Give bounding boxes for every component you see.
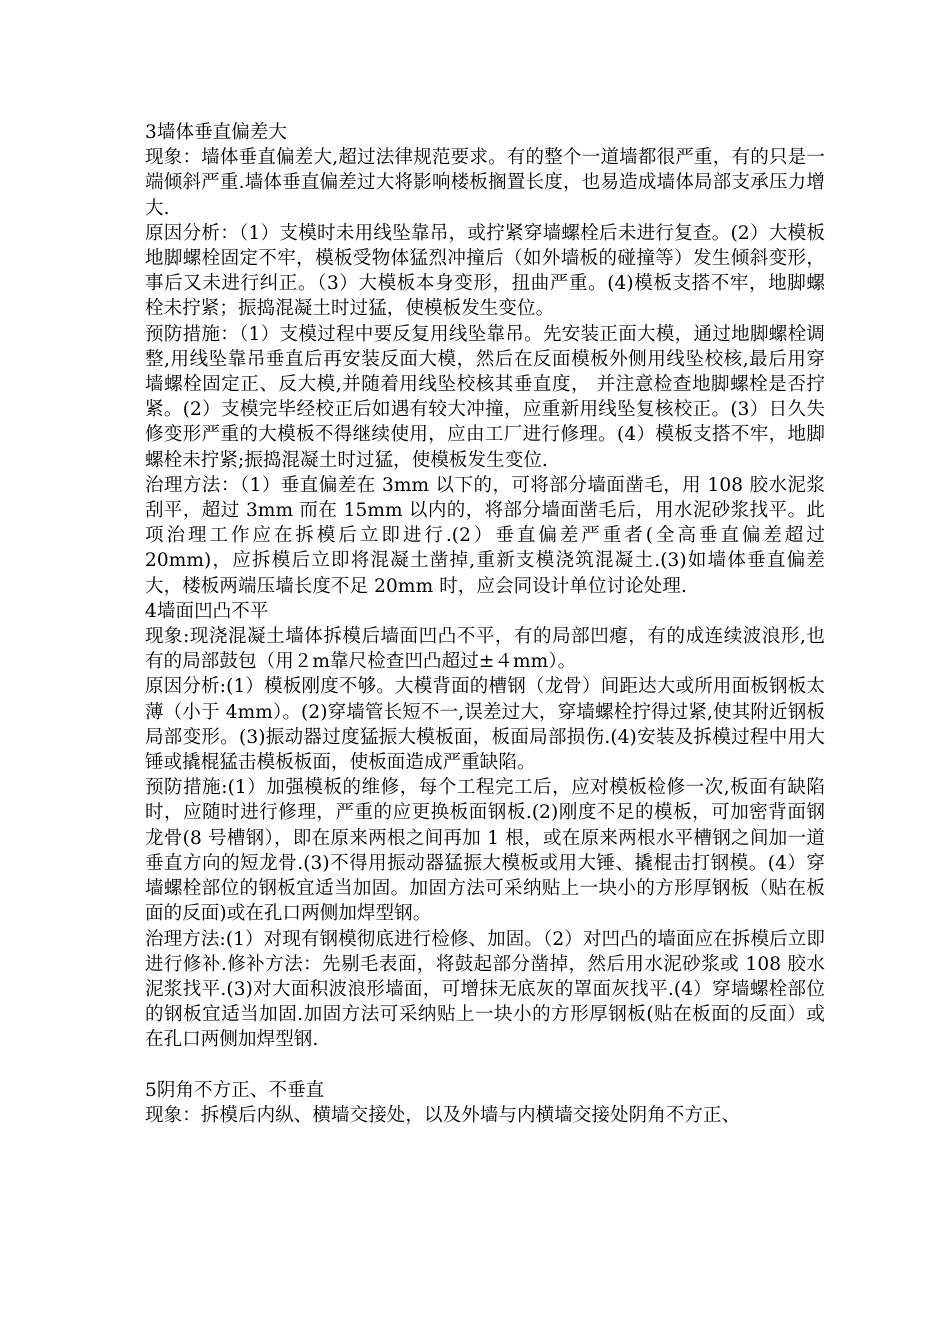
paragraph-phenomenon-4: 现象:现浇混凝土墙体拆模后墙面凹凸不平，有的局部凹瘪，有的成连续波浪形,也有的局部鼓包（用２m靠尺检查凹凸超过±４mm）。 (145, 626, 825, 673)
section-heading-4: 4墙面凹凸不平 (145, 600, 269, 622)
paragraph-cause-4: 原因分析:(1）模板刚度不够。大模背面的槽钢（龙骨）间距达大或所用面板钢板太薄（小于 4mm）。(2)穿墙管长短不一,误差过大，穿墙螺栓拧得过紧,使其附近钢板局部变形。(3)振动器过度猛振大模板面，板面局部损伤.(4)安装及拆模过程中用大锤或撬棍猛击模板板面，使板面造成严重缺陷。 (145, 676, 825, 774)
paragraph-treatment-4: 治理方法:(1）对现有钢模彻底进行检修、加固。（2）对凹凸的墙面应在拆模后立即进行修补.修补方法：先剔毛表面，将鼓起部分凿掉，然后用水泥砂浆或 108 胶水泥浆找平.(3)对大面积波浪形墙面，可增抹无底灰的罩面灰找平.(4）穿墙螺栓部位的钢板宜适当加固.加固方法可采纳贴上一块小的方形厚钢板(贴在板面的反面）或在孔口两侧加焊型钢. (145, 928, 825, 1051)
blank-line (145, 1053, 825, 1078)
section-heading-5: 5阴角不方正、不垂直 (145, 1079, 325, 1101)
paragraph-phenomenon-3: 现象：墙体垂直偏差大,超过法律规范要求。有的整个一道墙都很严重，有的只是一端倾斜严重.墙体垂直偏差过大将影响楼板搁置长度，也易造成墙体局部支承压力增大. (145, 147, 825, 219)
document-page (145, 120, 825, 1128)
paragraph-prevention-3: 预防措施：（1）支模过程中要反复用线坠靠吊。先安装正面大模，通过地脚螺栓调整,用线坠靠吊垂直后再安装反面大模，然后在反面模板外侧用线坠校核,最后用穿墙螺栓固定正、反大模,并随着用线坠校核其垂直度， 并注意检查地脚螺栓是否拧紧。(2）支模完毕经校正后如遇有较大冲撞，应重新用线坠复核校正。(3）日久失修变形严重的大模板不得继续使用，应由工厂进行修理。(4）模板支搭不牢，地脚螺栓未拧紧;振捣混凝土时过猛，使模板发生变位. (145, 323, 825, 471)
paragraph-cause-3: 原因分析：（1）支模时未用线坠靠吊，或拧紧穿墙螺栓后未进行复查。(2）大模板地脚螺栓固定不牢，模板受物体猛烈冲撞后（如外墙板的碰撞等）发生倾斜变形，事后又未进行纠正。（3）大模板本身变形，扭曲严重。(4)模板支搭不牢，地脚螺栓未拧紧；振捣混凝土时过猛，使模板发生变位。 (145, 222, 825, 320)
paragraph-prevention-4: 预防措施:(1）加强模板的维修，每个工程完工后，应对模板检修一次,板面有缺陷时，应随时进行修理，严重的应更换板面钢板.(2)刚度不足的模板，可加密背面钢龙骨(8 号槽钢），即在原来两根之间再加 1 根，或在原来两根水平槽钢之间加一道垂直方向的短龙骨.(3)不得用振动器猛振大模板或用大锤、撬棍击打钢模。(4）穿墙螺栓部位的钢板宜适当加固。加固方法可采纳贴上一块小的方形厚钢板（贴在板面的反面)或在孔口两侧加焊型钢。 (145, 777, 825, 925)
paragraph-treatment-3: 治理方法：（1）垂直偏差在 3mm 以下的，可将部分墙面凿毛，用 108 胶水泥浆刮平，超过 3mm 而在 15mm 以内的，将部分墙面凿毛后，用水泥砂浆找平。此项治理工作应在拆模后立即进行.(2）垂直偏差严重者(全高垂直偏差超过 20mm)，应拆模后立即将混凝土凿掉,重新支模浇筑混凝土.(3)如墙体垂直偏差大，楼板两端压墙长度不足 20mm 时，应会同设计单位讨论处理. (145, 474, 825, 597)
paragraph-phenomenon-5: 现象：拆模后内纵、横墙交接处，以及外墙与内横墙交接处阴角不方正、 (145, 1104, 741, 1126)
section-heading-3: 3墙体垂直偏差大 (145, 122, 288, 143)
